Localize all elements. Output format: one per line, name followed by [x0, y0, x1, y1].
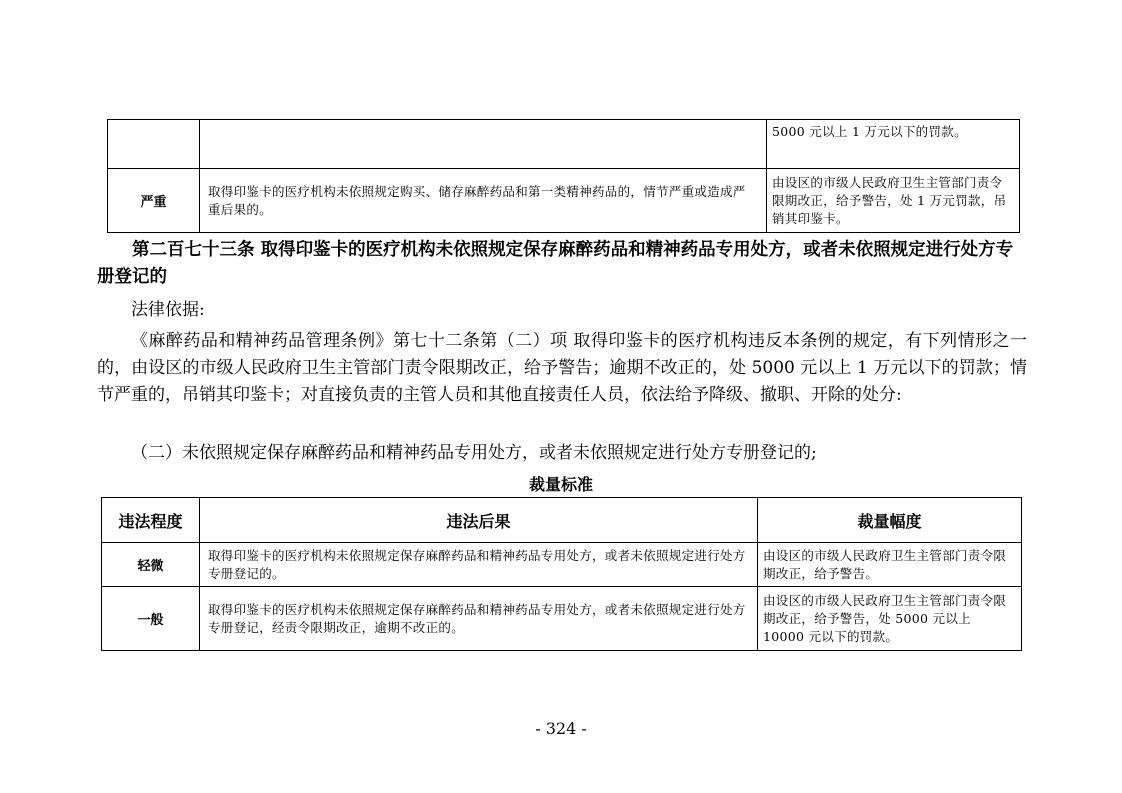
- table-row: [108, 169, 1020, 233]
- legal-item-text: （二）未依照规定保存麻醉药品和精神药品专用处方，或者未依照规定进行处方专册登记的;: [131, 443, 817, 463]
- legal-basis-label: 法律依据:: [131, 300, 205, 320]
- table-caption: 裁量标准: [528, 475, 593, 494]
- consequence-cell: [200, 120, 767, 169]
- consequence-cell: 取得印鉴卡的医疗机构未依照规定保存麻醉药品和精神药品专用处方，或者未依照规定进行处方专册登记的。: [200, 543, 758, 587]
- penalty-cell: 由设区的市级人民政府卫生主管部门责令限期改正，给予警告，处 1 万元罚款，吊销其印鉴卡。: [767, 169, 1020, 233]
- penalty-cell: 由设区的市级人民政府卫生主管部门责令限期改正，给予警告。: [758, 543, 1022, 587]
- penalty-cell: 5000 元以上 1 万元以下的罚款。: [767, 120, 1020, 169]
- table-row: [102, 543, 1022, 587]
- level-cell: [108, 120, 200, 169]
- legal-basis-text: 《麻醉药品和精神药品管理条例》第七十二条第（二）项 取得印鉴卡的医疗机构违反本条例的规定，有下列情形之一的，由设区的市级人民政府卫生主管部门责令限期改正，给予警告；逾期不改正的，处 5000 元以上 1 万元以下的罚款；情节严重的，吊销其印鉴卡；对直接负责的主管人员和其他直接责任人员，依法给予降级、撤职、开除的处分:: [97, 331, 1027, 405]
- article-heading: 第二百七十三条 取得印鉴卡的医疗机构未依照规定保存麻醉药品和精神药品专用处方，或者未依照规定进行处方专册登记的: [97, 240, 1014, 287]
- consequence-cell: 取得印鉴卡的医疗机构未依照规定购买、储存麻醉药品和第一类精神药品的，情节严重或造成严重后果的。: [200, 169, 767, 233]
- header-penalty: 裁量幅度: [758, 498, 1022, 543]
- header-consequence: 违法后果: [200, 498, 758, 543]
- page-number: - 324 -: [535, 719, 587, 738]
- header-level: 违法程度: [102, 498, 200, 543]
- level-cell: 严重: [108, 169, 200, 233]
- discretion-standard-table: [101, 497, 1022, 651]
- level-cell: 轻微: [102, 543, 200, 587]
- table-row: [102, 587, 1022, 651]
- table-header-row: [102, 498, 1022, 543]
- consequence-cell: 取得印鉴卡的医疗机构未依照规定保存麻醉药品和精神药品专用处方，或者未依照规定进行处方专册登记，经责令限期改正，逾期不改正的。: [200, 587, 758, 651]
- penalty-cell: 由设区的市级人民政府卫生主管部门责令限期改正，给予警告，处 5000 元以上 10000 元以下的罚款。: [758, 587, 1022, 651]
- table-row: [108, 120, 1020, 169]
- level-cell: 一般: [102, 587, 200, 651]
- previous-standard-table: [107, 119, 1020, 233]
